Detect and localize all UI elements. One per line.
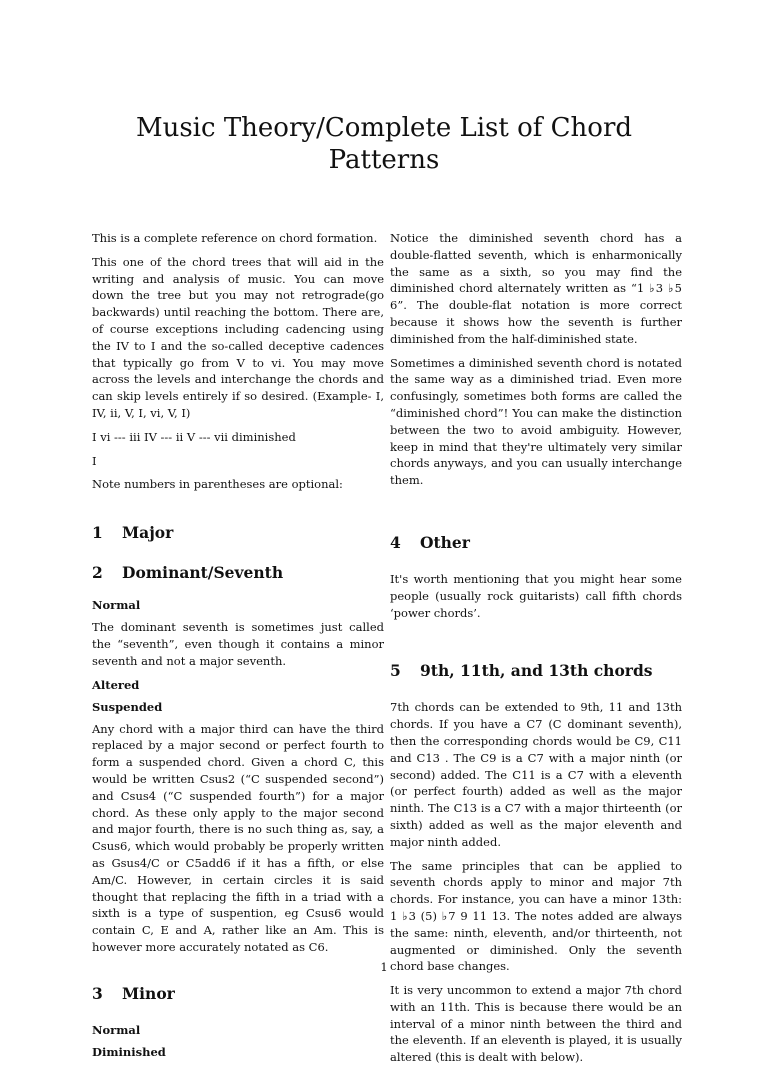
page-number: 1 — [380, 960, 388, 974]
intro-paragraph-2: This one of the chord trees that will aid in the writing and analysis of music. You can move down the tree but you may not retrograde(go backwards) until reaching the bottom. There are, of course exceptions including cadencing using the IV to I and the so-called deceptive cadences that typically go from V to vi. You may move across the levels and interchange the chords and can skip levels entirely if so desired. (Example- I, IV, ii, V, I, vi, V, I) — [92, 254, 384, 420]
section-heading-other — [390, 533, 682, 553]
subheading-suspended: Suspended — [92, 699, 163, 714]
suspended-text: Any chord with a major third can have the third replaced by a major second or perfect fourth to form a suspended chord. Given a chord C, this would be written Csus2 (“C suspended second”) and Csus4 (“C suspended fourth”) for a major chord. As these only apply to the major second and major fourth, there is no such thing as, say, a Csus6, which would probably be properly written as Gsus4/C or C5add6 if it has a fifth, or else Am/C. However, in certain circles it is said thought that replacing the fifth in a triad with a sixth is a type of suspention, eg Csus6 would contain C, E and A, rather like an Am. This is however more accurately notated as C6. — [92, 721, 384, 954]
subheading-altered: Altered — [92, 677, 140, 692]
section-heading-major — [92, 523, 384, 543]
section-heading-extended — [390, 661, 682, 681]
diminished-note-1: Notice the diminished seventh chord has a double-flatted seventh, which is enharmonically the same as a sixth, so you may find the diminished chord alternately written as “1 ♭3 ♭5 6”. The double-flat notation is more correct because it shows how the seventh is further diminished from the half-diminished state. — [390, 231, 682, 346]
section-title: Other — [420, 532, 470, 552]
section-heading-dominant — [92, 563, 384, 583]
extended-text-2: The same principles that can be applied to seventh chords apply to minor and major 7th chords. For instance, you can have a minor 13th: 1 ♭3 (5) ♭7 9 11 13. The notes added are always the same: ninth, eleventh, and/or thirteenth, not augmented or diminished. Only the seventh chord base changes. — [390, 858, 682, 974]
section-title: Minor — [122, 983, 175, 1003]
section-title: 9th, 11th, and 13th chords — [420, 661, 653, 681]
section-heading-minor — [92, 984, 384, 1004]
chord-tree-line: I vi --- iii IV --- ii V --- vii diminished — [92, 429, 296, 444]
section-number: 1 — [92, 523, 103, 543]
section-number: 4 — [390, 532, 401, 552]
subheading-minor-normal: Normal — [92, 1022, 141, 1037]
section-title: Major — [122, 523, 174, 543]
page-title: Music Theory/Complete List of Chord Patterns — [135, 113, 633, 175]
section-number: 5 — [390, 661, 401, 681]
section-number: 3 — [92, 983, 103, 1003]
extended-text-1: 7th chords can be extended to 9th, 11 and 13th chords. If you have a C7 (C dominant seventh), then the corresponding chords would be C9, C11 and C13 . The C9 is a C7 with a major ninth (or second) added. The C11 is a C7 with a eleventh (or perfect fourth) added as well as the major ninth. The C13 is a C7 with a major thirteenth (or sixth) added as well as the major eleventh and major ninth added. — [390, 700, 682, 849]
extended-text-3: It is very uncommon to extend a major 7th chord with an 11th. This is because there would be an interval of a minor ninth between the third and the eleventh. If an eleventh is played, it is usually altered (this is dealt with below). — [390, 983, 682, 1065]
intro-paragraph-1: This is a complete reference on chord formation. — [92, 231, 378, 245]
subheading-normal: Normal — [92, 598, 141, 613]
section-title: Dominant/Seventh — [122, 563, 284, 583]
diminished-note-2: Sometimes a diminished seventh chord is notated the same way as a diminished triad. Even more confusingly, sometimes both forms are called the “diminished chord”! You can make the distinction between the two to avoid ambiguity. However, keep in mind that they're ultimately very similar chords anyways, and you can usually interchange them. — [390, 355, 682, 488]
right-column — [390, 230, 682, 1073]
other-text: It's worth mentioning that you might hear some people (usually rock guitarists) call fifth chords ‘power chords’. — [390, 571, 682, 620]
note-numbers-text: Note numbers in parentheses are optional: — [92, 477, 343, 492]
left-column — [92, 230, 384, 1066]
section-number: 2 — [92, 563, 103, 583]
dominant-normal-text: The dominant seventh is sometimes just called the “seventh”, even though it contains a minor seventh and not a major seventh. — [92, 620, 384, 668]
subheading-diminished: Diminished — [92, 1044, 166, 1059]
chord-tree-root: I — [92, 453, 97, 468]
